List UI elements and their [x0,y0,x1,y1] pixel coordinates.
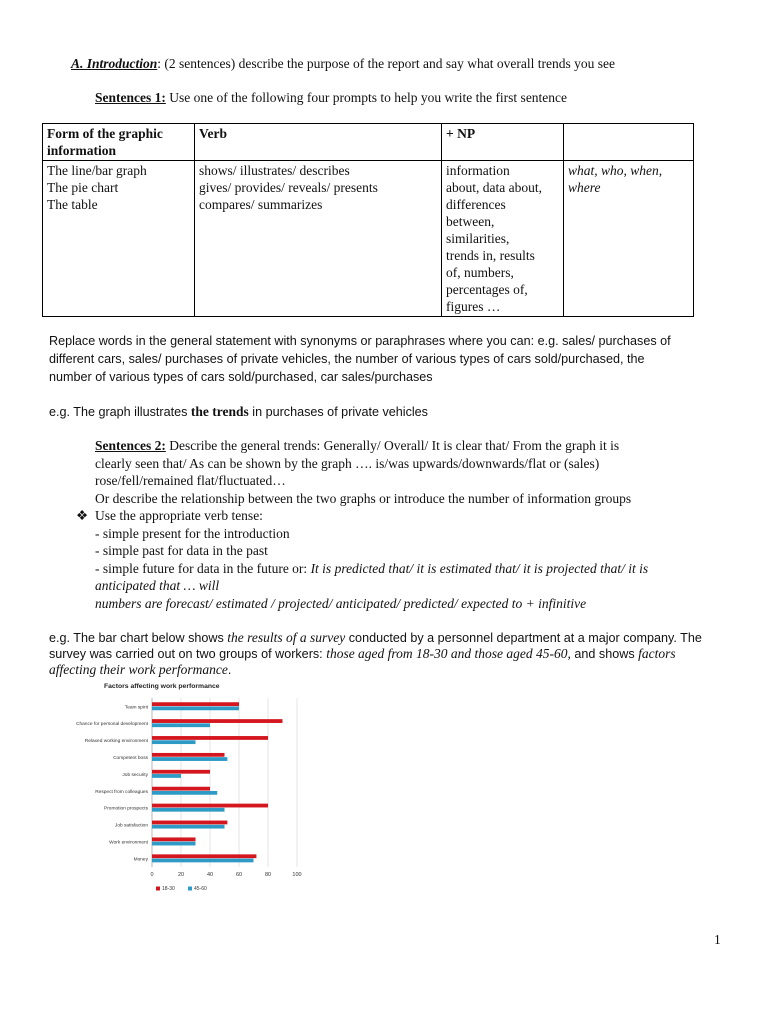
example-2-line-3: affecting their work performance. [49,662,232,677]
chart-x-tick-label: 40 [206,872,214,878]
tense-item-4: anticipated that … will [95,578,220,593]
chart-bar-45-60 [152,740,196,744]
table-cell-forms: The line/bar graph The pie chart The table [43,161,195,317]
chart-x-tick-label: 100 [292,872,302,878]
chart-bar-18-30 [152,719,283,723]
table-header-verb: Verb [195,124,442,161]
replace-line-1: Replace words in the general statement with synonyms or paraphrases where you can: e.g. sales/ purchases of [49,334,671,348]
chart-category-label: Respect from colleagues [95,789,148,795]
chart-bar-45-60 [152,757,227,761]
bar-chart [52,676,320,898]
chart-category-labels [76,704,149,862]
chart-x-ticks [150,872,301,878]
tense-item-1: - simple present for the introduction [95,526,290,541]
chart-category-label: Money [133,857,148,863]
chart-bar-18-30 [152,787,210,791]
chart-x-tick-label: 60 [235,872,243,878]
chart-bar-18-30 [152,821,227,825]
chart-category-label: Competent boss [113,755,148,761]
chart-category-label: Relaxed working environment [84,739,148,745]
chart-category-label: Job security [122,772,148,778]
chart-bar-45-60 [152,706,239,710]
chart-bar-45-60 [152,842,196,846]
chart-legend [156,886,207,892]
sentences1-line [95,89,567,106]
chart-bar-18-30 [152,702,239,706]
table-header-np: + NP [442,124,564,161]
chart-bar-18-30 [152,804,268,808]
table-cell-np: information about, data about, differences between, similarities, trends in, results of, numbers, percentages of, figures … [442,161,564,317]
table-header-empty [564,124,694,161]
chart-legend-swatch [156,887,160,891]
chart-x-tick-label: 0 [150,872,154,878]
chart-category-label: Team spirit [124,705,148,711]
tense-item-2: - simple past for data in the past [95,543,268,558]
chart-bar-45-60 [152,791,217,795]
chart-bar-18-30 [152,837,196,841]
bullet-icon: ❖ [76,508,89,523]
chart-bar-45-60 [152,774,181,778]
chart-bar-45-60 [152,859,254,863]
chart-bar-45-60 [152,808,225,812]
chart-x-tick-label: 20 [177,872,185,878]
chart-category-label: Job satisfaction [114,823,148,829]
chart-legend-label: 18-30 [162,886,175,892]
chart-category-label: Chance for personal development [76,722,148,728]
intro-line [71,55,615,72]
table-cell-wh: what, who, when, where [564,161,694,317]
chart-bar-18-30 [152,736,268,740]
intro-heading: A. Introduction [71,56,158,71]
page-number: 1 [714,932,721,947]
chart-bar-18-30 [152,854,256,858]
table-header-row [43,124,694,161]
chart-category-label: Work environment [109,840,148,846]
sentences2-line-4: Or describe the relationship between the two graphs or introduce the number of information groups [95,491,632,506]
sentences2-line-3: rose/fell/remained flat/fluctuated… [95,473,286,488]
replace-line-3: number of various types of cars sold/purchased, car sales/purchases [49,370,433,384]
chart-bars [152,702,283,862]
sentences2-line-1: Sentences 2: Describe the general trends: Generally/ Overall/ It is clear that/ From the graph it is [95,438,620,453]
sentences1-text: Use one of the following four prompts to help you write the first sentence [165,90,568,105]
example-2-line-1: e.g. The bar chart below shows the results of a survey conducted by a personnel department at a major company. The [49,630,702,645]
example-1: e.g. The graph illustrates the trends in purchases of private vehicles [49,404,428,419]
prompt-table [42,123,694,317]
chart-title: Factors affecting work performance [104,683,220,690]
chart-bar-45-60 [152,825,225,829]
tense-item-3: - simple future for data in the future or: It is predicted that/ it is estimated that/ it is projected that/ it is [95,561,649,576]
table-cell-verbs: shows/ illustrates/ describes gives/ provides/ reveals/ presents compares/ summarizes [195,161,442,317]
sentences2-line-2: clearly seen that/ As can be shown by the graph …. is/was upwards/downwards/flat or (sales) [95,456,600,471]
sentences1-label: Sentences 1: [95,90,166,105]
replace-line-2: different cars, sales/ purchases of private vehicles, the number of various types of cars sold/purchased, the [49,352,645,366]
chart-category-label: Promotion prospects [104,806,148,812]
chart-bar-18-30 [152,753,225,757]
tense-item-5: numbers are forecast/ estimated / projected/ anticipated/ predicted/ expected to + infinitive [95,596,587,611]
chart-x-tick-label: 80 [264,872,272,878]
chart-bar-45-60 [152,723,210,727]
sentences2-label: Sentences 2: [95,438,166,453]
intro-heading-rest: : (2 sentences) describe the purpose of the report and say what overall trends you see [157,56,615,71]
table-row [43,161,694,317]
chart-legend-label: 45-60 [194,886,207,892]
tense-title: Use the appropriate verb tense: [95,508,263,523]
chart-legend-swatch [188,887,192,891]
table-header-form: Form of the graphic information [43,124,195,161]
chart-bar-18-30 [152,770,210,774]
example-2-line-2: survey was carried out on two groups of workers: those aged from 18-30 and those aged 45-60, and shows factors [49,646,676,661]
